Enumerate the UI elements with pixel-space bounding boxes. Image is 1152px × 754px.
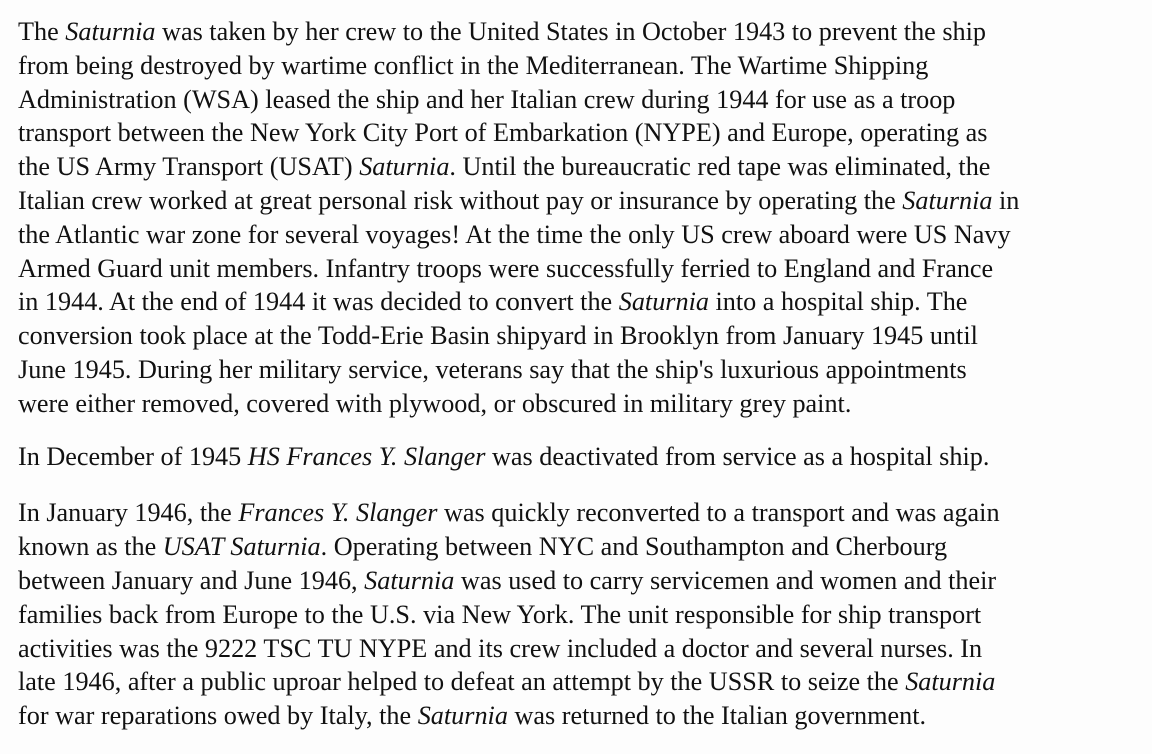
text-line <box>18 184 1019 218</box>
paragraph <box>18 496 1000 733</box>
text-run: between January and June 1946, <box>18 565 365 595</box>
italic-text: Saturnia <box>905 667 996 697</box>
text-run: transport between the New York City Port of Embarkation (NYPE) and Europe, operating as <box>18 118 988 148</box>
italic-text: Saturnia <box>902 185 993 215</box>
text-run: the Atlantic war zone for several voyages! At the time the only US crew aboard were US Navy <box>18 219 1011 249</box>
text-run: were either removed, covered with plywood, or obscured in military grey paint. <box>18 388 852 418</box>
text-run: for war reparations owed by Italy, the <box>18 701 418 731</box>
text-run: conversion took place at the Todd-Erie Basin shipyard in Brooklyn from January 1945 until <box>18 321 978 351</box>
text-run: was taken by her crew to the United States in October 1943 to prevent the ship <box>155 17 986 46</box>
text-line <box>18 116 1019 150</box>
text-line <box>18 564 1000 598</box>
text-run: . Operating between NYC and Southampton and Cherbourg <box>320 531 948 561</box>
text-run: Italian crew worked at great personal risk without pay or insurance by operating the <box>18 185 903 215</box>
text-run: was quickly reconverted to a transport and was again <box>437 498 1000 527</box>
text-run: was used to carry servicemen and women and their <box>454 565 997 595</box>
italic-text: Saturnia <box>364 565 455 595</box>
italic-text: Saturnia <box>65 17 156 46</box>
text-line <box>18 387 1019 421</box>
text-line <box>18 319 1019 353</box>
text-run: known as the <box>18 531 163 561</box>
text-run: In December of 1945 <box>18 442 248 471</box>
text-run: Administration (WSA) leased the ship and her Italian crew during 1944 for use as a troop <box>18 84 956 114</box>
text-line <box>18 285 1019 319</box>
text-run: into a hospital ship. The <box>708 287 968 317</box>
text-run: In January 1946, the <box>18 498 239 527</box>
text-line <box>18 49 1019 83</box>
text-line <box>18 440 989 474</box>
paragraph <box>18 15 1019 421</box>
text-line <box>18 632 1000 666</box>
text-run: was returned to the Italian government. <box>507 701 927 731</box>
italic-text: HS Frances Y. Slanger <box>247 442 486 471</box>
text-run: families back from Europe to the U.S. via New York. The unit responsible for ship transport <box>18 599 982 629</box>
text-run: in 1944. At the end of 1944 it was decided to convert the <box>18 287 619 317</box>
text-line <box>18 665 1000 699</box>
italic-text: Saturnia <box>618 287 709 317</box>
text-line <box>18 353 1019 387</box>
text-line <box>18 598 1000 632</box>
text-run: June 1945. During her military service, veterans say that the ship's luxurious appointments <box>18 354 967 384</box>
italic-text: USAT Saturnia <box>162 531 321 561</box>
text-run: The <box>18 17 66 46</box>
text-run: activities was the 9222 TSC TU NYPE and its crew included a doctor and several nurses. In <box>18 633 983 663</box>
paragraph <box>18 440 989 474</box>
text-line <box>18 15 1019 49</box>
text-run: from being destroyed by wartime conflict in the Mediterranean. The Wartime Shipping <box>18 50 929 80</box>
text-line <box>18 150 1019 184</box>
italic-text: Frances Y. Slanger <box>238 498 438 527</box>
text-run: Armed Guard unit members. Infantry troops were successfully ferried to England and France <box>18 253 994 283</box>
text-run: late 1946, after a public uproar helped to defeat an attempt by the USSR to seize the <box>18 667 906 697</box>
text-line <box>18 699 1000 733</box>
text-run: the US Army Transport (USAT) <box>18 152 360 182</box>
text-line <box>18 530 1000 564</box>
text-run: was deactivated from service as a hospital ship. <box>485 442 990 471</box>
text-line <box>18 83 1019 117</box>
text-line <box>18 218 1019 252</box>
text-run: in <box>992 185 1020 215</box>
text-line <box>18 496 1000 530</box>
text-run: . Until the bureaucratic red tape was eliminated, the <box>449 152 991 182</box>
italic-text: Saturnia <box>417 701 508 731</box>
italic-text: Saturnia <box>359 152 450 182</box>
text-line <box>18 252 1019 286</box>
